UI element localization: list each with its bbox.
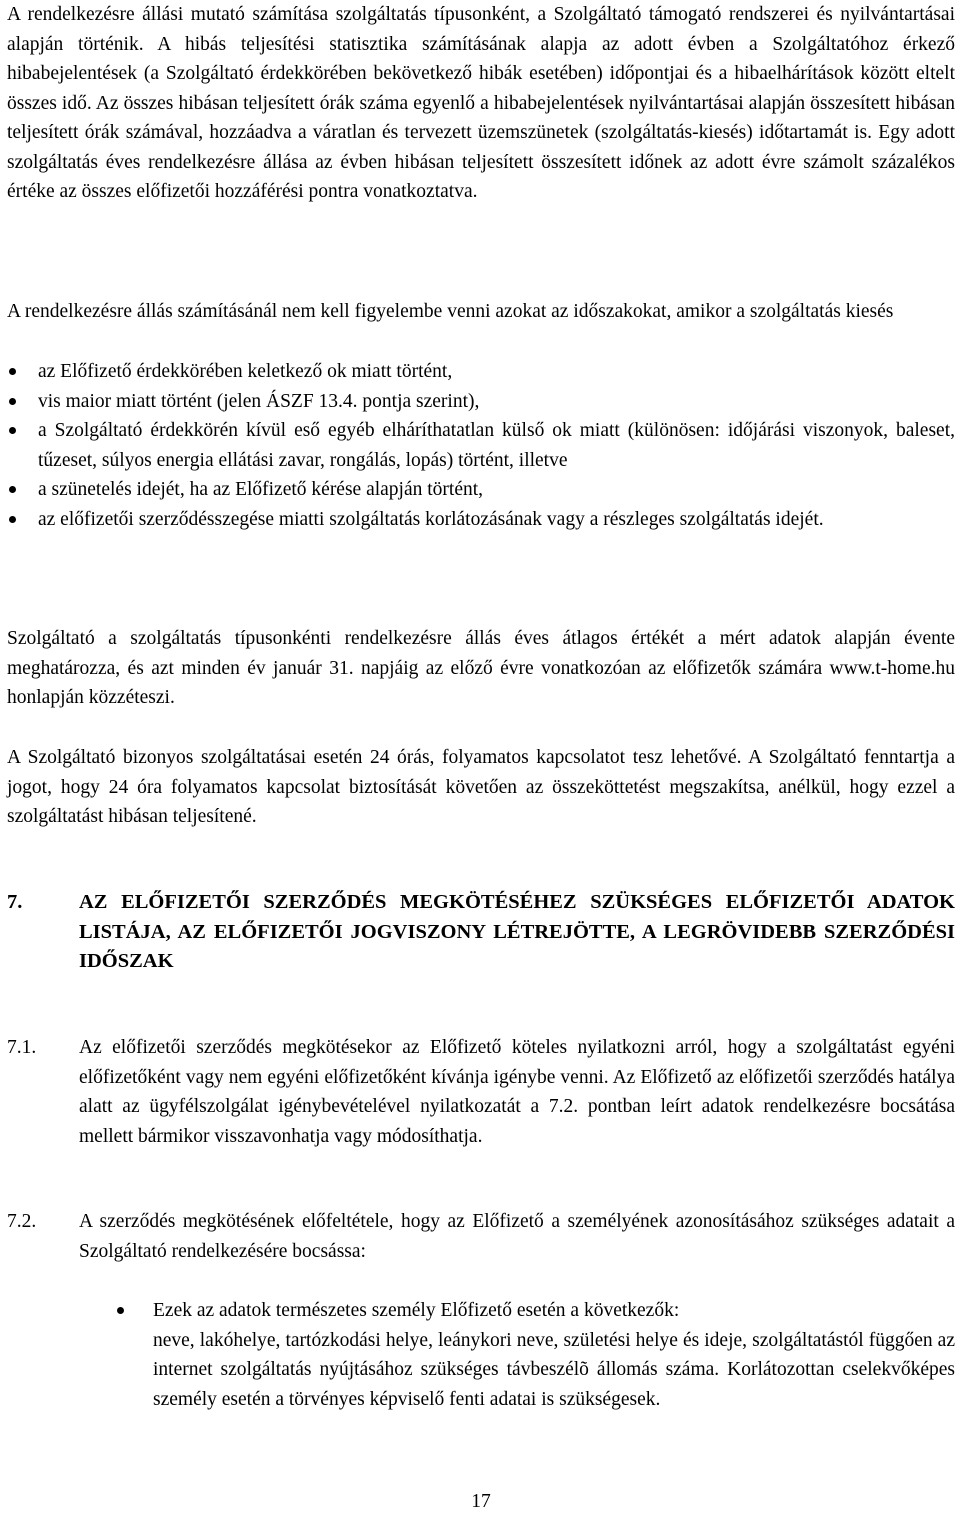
section-heading-number: 7. — [7, 891, 23, 913]
exclusions-list — [7, 357, 955, 534]
list-item — [7, 416, 955, 475]
paragraph-availability-calculation: A rendelkezésre állási mutató számítása szolgáltatás típusonként, a Szolgáltató támogató rendszerei és nyilvántartásai alapján történik. A hibás teljesítési statisztika számításának alapja az adott évben a Szolgáltatóhoz érkező hibabejelentések (a Szolgáltató érdekkörében bekövetkező hibák esetében) időpontjai és a hibaelhárítások között eltelt összes idő. Az összes hibásan teljesített órák száma egyenlő a hibabejelentések nyilvántartásai alapján összesített hibásan teljesített órák számával, hozzáadva a váratlan és tervezett üzemszünetek (szolgáltatás-kiesés) időtartamát is. Egy adott szolgáltatás éves rendelkezésre állása az évben hibásan teljesített összesített időnek az adott évre számolt százalékos értéke az összes előfizetői hozzáférési pontra vonatkoztatva. — [7, 4, 955, 202]
section-number: 7.1. — [7, 1037, 37, 1058]
list-item — [7, 505, 955, 535]
section-heading-text: AZ ELŐFIZETŐI SZERZŐDÉS MEGKÖTÉSÉHEZ SZÜKSÉGES ELŐFIZETŐI ADATOK LISTÁJA, AZ ELŐFIZETŐI JOGVISZONY LÉTREJÖTTE, A LEGRÖVIDEBB SZERZŐDÉSI IDŐSZAK — [79, 891, 955, 972]
list-item — [115, 1296, 955, 1414]
list-item-first-line: Ezek az adatok természetes személy Előfizető esetén a következők: — [153, 1300, 680, 1321]
list-item-text: a szünetelés idejét, ha az Előfizető kérése alapján történt, — [38, 479, 484, 500]
list-item-text: a Szolgáltató érdekkörén kívül eső egyéb elháríthatatlan külső ok miatt (különösen: időjárási viszonyok, baleset, tűzeset, súlyos energia ellátási zavar, rongálás, lopás) történt, illetve — [38, 420, 955, 471]
list-item — [7, 387, 955, 417]
list-item-text: az előfizetői szerződésszegése miatti szolgáltatás korlátozásának vagy a részleges szolgáltatás idejét. — [38, 508, 824, 530]
list-item-text: neve, lakóhelye, tartózkodási helye, leánykori neve, születési helye és ideje, szolgáltatástól függően az internet szolgáltatás nyújtásához szükséges távbeszélõ állomás száma. Korlátozottan cselekvőképes személy esetén a törvényes képviselő fenti adatai is szükségesek. — [153, 1329, 955, 1410]
paragraph-annual-average: Szolgáltató a szolgáltatás típusonkénti rendelkezésre állás éves átlagos értékét a mért adatok alapján évente meghatározza, és azt minden év január 31. napjáig az előző évre vonatkozóan az előfizetők számára www.t-home.hu honlapján közzéteszi. — [7, 628, 955, 708]
section-text: Az előfizetői szerződés megkötésekor az Előfizető köteles nyilatkozni arról, hogy a szolgáltatást egyéni előfizetőként vagy nem egyéni előfizetőként kívánja igénybe venni. Az Előfizető az előfizetői szerződés hatálya alatt az ügyfélszolgálat igénybevételével nyilatkozatát a 7.2. pontban leírt adatok rendelkezésre bocsátása mellett bármikor visszavonhatja vagy módosíthatja. — [79, 1037, 955, 1147]
list-item — [7, 357, 955, 387]
required-data-list — [115, 1296, 955, 1414]
section-text: A szerződés megkötésének előfeltétele, hogy az Előfizető a személyének azonosításához szükséges adatait a Szolgáltató rendelkezésére bocsássa: — [79, 1211, 955, 1262]
paragraph-exclusions-intro: A rendelkezésre állás számításánál nem kell figyelembe venni azokat az időszakokat, amikor a szolgáltatás kiesés — [7, 301, 894, 322]
page-number: 17 — [471, 1491, 491, 1512]
list-item-text: vis maior miatt történt (jelen ÁSZF 13.4. pontja szerint), — [38, 390, 480, 412]
section-number: 7.2. — [7, 1211, 37, 1232]
list-item — [7, 475, 955, 505]
paragraph-24h-connection: A Szolgáltató bizonyos szolgáltatásai esetén 24 órás, folyamatos kapcsolatot tesz lehetővé. A Szolgáltató fenntartja a jogot, hogy 24 óra folyamatos kapcsolat biztosítását követően az összeköttetést megszakítsa, anélkül, hogy ezzel a szolgáltatást hibásan teljesítené. — [7, 747, 955, 827]
list-item-text: az Előfizető érdekkörében keletkező ok miatt történt, — [38, 361, 453, 382]
